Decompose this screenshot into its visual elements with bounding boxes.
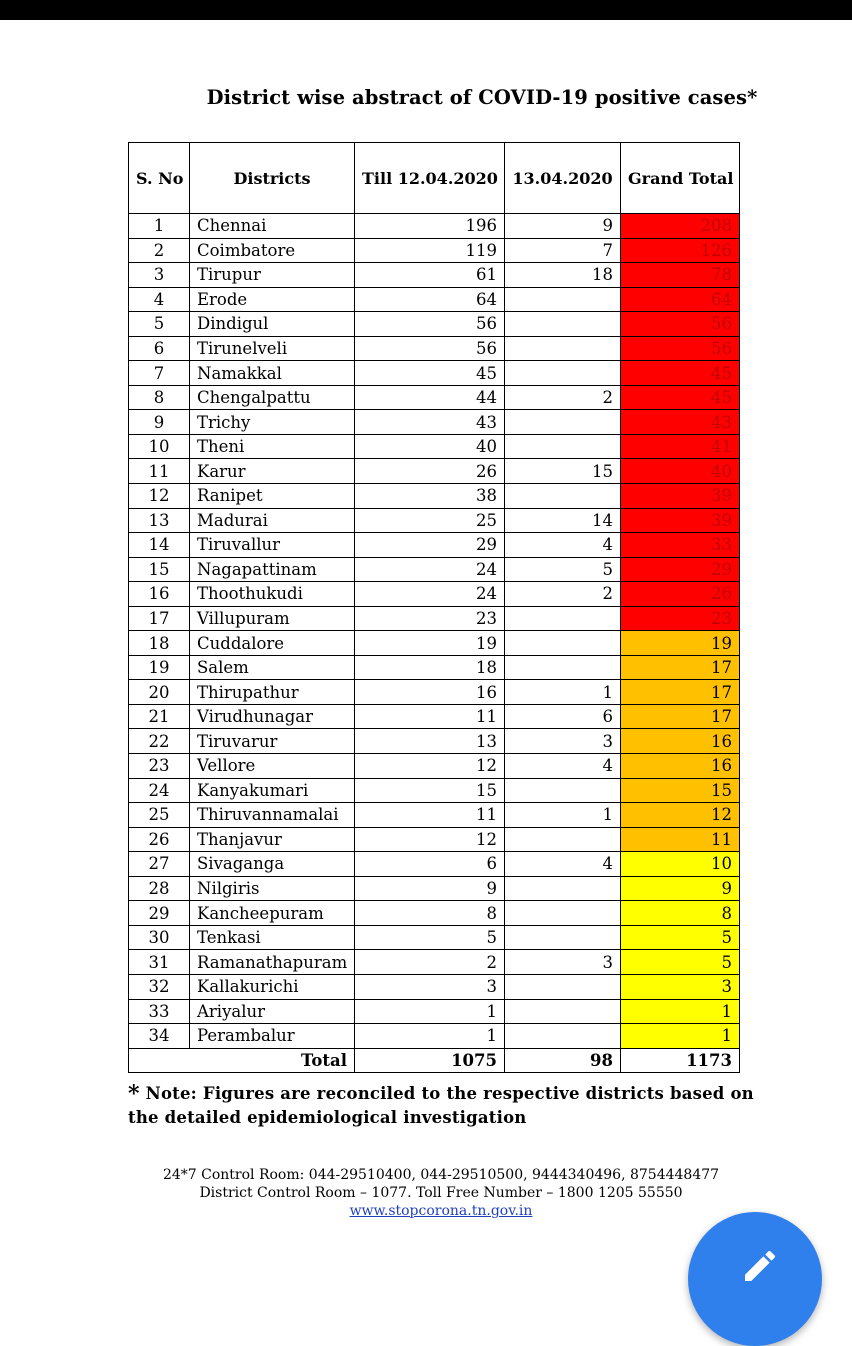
grand-total-cell: 10 [621, 852, 740, 877]
day-cell: 3 [505, 950, 621, 975]
grand-total-cell: 39 [621, 484, 740, 509]
table-row [129, 410, 740, 435]
header-sno: S. No [129, 143, 190, 214]
till-cell: 5 [355, 925, 505, 950]
day-cell: 2 [505, 582, 621, 607]
grand-total-cell: 12 [621, 803, 740, 828]
sno-cell: 1 [129, 214, 190, 239]
total-row [129, 1048, 740, 1072]
grand-total-cell: 17 [621, 704, 740, 729]
day-cell: 4 [505, 852, 621, 877]
district-cell: Tiruvallur [190, 533, 355, 558]
total-day: 98 [505, 1048, 621, 1072]
table-row [129, 1024, 740, 1049]
district-cell: Theni [190, 434, 355, 459]
day-cell [505, 778, 621, 803]
till-cell: 23 [355, 606, 505, 631]
district-cell: Tiruvarur [190, 729, 355, 754]
table-row [129, 729, 740, 754]
page-title: District wise abstract of COVID-19 positive cases* [206, 86, 758, 109]
district-cell: Salem [190, 655, 355, 680]
day-cell [505, 361, 621, 386]
sno-cell: 21 [129, 704, 190, 729]
till-cell: 61 [355, 263, 505, 288]
day-cell [505, 1024, 621, 1049]
district-cell: Cuddalore [190, 631, 355, 656]
district-cell: Erode [190, 287, 355, 312]
sno-cell: 32 [129, 974, 190, 999]
table-row [129, 263, 740, 288]
grand-total-cell: 29 [621, 557, 740, 582]
table-row [129, 508, 740, 533]
district-cell: Ariyalur [190, 999, 355, 1024]
till-cell: 24 [355, 582, 505, 607]
district-cell: Thoothukudi [190, 582, 355, 607]
day-cell [505, 876, 621, 901]
grand-total-cell: 17 [621, 680, 740, 705]
table-row [129, 312, 740, 337]
till-cell: 24 [355, 557, 505, 582]
table-row [129, 950, 740, 975]
grand-total-cell: 19 [621, 631, 740, 656]
district-cell: Karur [190, 459, 355, 484]
grand-total-cell: 45 [621, 361, 740, 386]
day-cell: 4 [505, 754, 621, 779]
day-cell: 5 [505, 557, 621, 582]
table-body [129, 214, 740, 1049]
day-cell [505, 287, 621, 312]
district-cell: Thanjavur [190, 827, 355, 852]
table-row [129, 925, 740, 950]
grand-total-cell: 39 [621, 508, 740, 533]
header-grand-total: Grand Total [621, 143, 740, 214]
day-cell [505, 606, 621, 631]
district-cell: Madurai [190, 508, 355, 533]
sno-cell: 10 [129, 434, 190, 459]
grand-total-cell: 40 [621, 459, 740, 484]
till-cell: 12 [355, 827, 505, 852]
till-cell: 11 [355, 803, 505, 828]
till-cell: 19 [355, 631, 505, 656]
sno-cell: 19 [129, 655, 190, 680]
grand-total-cell: 56 [621, 336, 740, 361]
till-cell: 11 [355, 704, 505, 729]
till-cell: 15 [355, 778, 505, 803]
sno-cell: 6 [129, 336, 190, 361]
grand-total-cell: 1 [621, 999, 740, 1024]
table-row [129, 704, 740, 729]
district-cell: Tenkasi [190, 925, 355, 950]
till-cell: 2 [355, 950, 505, 975]
till-cell: 56 [355, 336, 505, 361]
sno-cell: 16 [129, 582, 190, 607]
sno-cell: 31 [129, 950, 190, 975]
grand-total-cell: 5 [621, 950, 740, 975]
table-row [129, 582, 740, 607]
table-row [129, 557, 740, 582]
district-cell: Vellore [190, 754, 355, 779]
header-districts: Districts [190, 143, 355, 214]
till-cell: 44 [355, 385, 505, 410]
district-cell: Virudhunagar [190, 704, 355, 729]
district-cell: Kancheepuram [190, 901, 355, 926]
grand-total-cell: 43 [621, 410, 740, 435]
sno-cell: 27 [129, 852, 190, 877]
day-cell: 18 [505, 263, 621, 288]
till-cell: 38 [355, 484, 505, 509]
till-cell: 26 [355, 459, 505, 484]
sno-cell: 26 [129, 827, 190, 852]
sno-cell: 5 [129, 312, 190, 337]
day-cell [505, 999, 621, 1024]
edit-fab-button[interactable] [688, 1212, 822, 1346]
district-cell: Kanyakumari [190, 778, 355, 803]
grand-total-cell: 26 [621, 582, 740, 607]
table-row [129, 974, 740, 999]
grand-total-cell: 16 [621, 754, 740, 779]
day-cell: 6 [505, 704, 621, 729]
district-cell: Nagapattinam [190, 557, 355, 582]
sno-cell: 34 [129, 1024, 190, 1049]
grand-total-cell: 5 [621, 925, 740, 950]
day-cell [505, 974, 621, 999]
district-cell: Chengalpattu [190, 385, 355, 410]
till-cell: 9 [355, 876, 505, 901]
district-cell: Perambalur [190, 1024, 355, 1049]
status-bar [0, 0, 852, 20]
day-cell: 3 [505, 729, 621, 754]
day-cell: 14 [505, 508, 621, 533]
day-cell [505, 901, 621, 926]
district-cell: Sivaganga [190, 852, 355, 877]
district-cell: Trichy [190, 410, 355, 435]
day-cell [505, 336, 621, 361]
sno-cell: 30 [129, 925, 190, 950]
table-row [129, 901, 740, 926]
sno-cell: 33 [129, 999, 190, 1024]
table-row [129, 754, 740, 779]
sno-cell: 8 [129, 385, 190, 410]
grand-total-cell: 1 [621, 1024, 740, 1049]
day-cell: 1 [505, 680, 621, 705]
district-cell: Kallakurichi [190, 974, 355, 999]
till-cell: 16 [355, 680, 505, 705]
grand-total-cell: 126 [621, 238, 740, 263]
district-cell: Ranipet [190, 484, 355, 509]
day-cell [505, 484, 621, 509]
day-cell: 7 [505, 238, 621, 263]
table-row [129, 214, 740, 239]
sno-cell: 7 [129, 361, 190, 386]
district-cases-table [128, 142, 740, 1073]
day-cell: 9 [505, 214, 621, 239]
till-cell: 45 [355, 361, 505, 386]
till-cell: 56 [355, 312, 505, 337]
till-cell: 119 [355, 238, 505, 263]
table-row [129, 385, 740, 410]
sno-cell: 18 [129, 631, 190, 656]
sno-cell: 4 [129, 287, 190, 312]
day-cell [505, 827, 621, 852]
till-cell: 6 [355, 852, 505, 877]
grand-total-cell: 11 [621, 827, 740, 852]
till-cell: 18 [355, 655, 505, 680]
table-row [129, 361, 740, 386]
grand-total-cell: 16 [621, 729, 740, 754]
table-row [129, 336, 740, 361]
day-cell [505, 410, 621, 435]
day-cell: 4 [505, 533, 621, 558]
district-cell: Tirupur [190, 263, 355, 288]
till-cell: 8 [355, 901, 505, 926]
total-label: Total [129, 1048, 355, 1072]
table-row [129, 484, 740, 509]
grand-total-cell: 78 [621, 263, 740, 288]
table-row [129, 606, 740, 631]
sno-cell: 9 [129, 410, 190, 435]
grand-total-cell: 56 [621, 312, 740, 337]
till-cell: 40 [355, 434, 505, 459]
till-cell: 3 [355, 974, 505, 999]
district-cell: Nilgiris [190, 876, 355, 901]
sno-cell: 28 [129, 876, 190, 901]
sno-cell: 25 [129, 803, 190, 828]
grand-total-cell: 33 [621, 533, 740, 558]
table-row [129, 459, 740, 484]
contact-footer [0, 1166, 852, 1220]
grand-total-cell: 15 [621, 778, 740, 803]
grand-total-cell: 41 [621, 434, 740, 459]
control-room-line: 24*7 Control Room: 044-29510400, 044-29510500, 9444340496, 8754448477 [162, 1167, 720, 1183]
grand-total-cell: 17 [621, 655, 740, 680]
grand-total-cell: 23 [621, 606, 740, 631]
till-cell: 64 [355, 287, 505, 312]
till-cell: 25 [355, 508, 505, 533]
district-cell: Tirunelveli [190, 336, 355, 361]
day-cell [505, 434, 621, 459]
table-row [129, 238, 740, 263]
table-row [129, 680, 740, 705]
till-cell: 43 [355, 410, 505, 435]
sno-cell: 23 [129, 754, 190, 779]
till-cell: 12 [355, 754, 505, 779]
sno-cell: 22 [129, 729, 190, 754]
pencil-edit-icon [740, 1246, 780, 1286]
district-cell: Villupuram [190, 606, 355, 631]
district-cell: Dindigul [190, 312, 355, 337]
note-text: Note: Figures are reconciled to the respective districts based on the detailed epidemiological investigation [128, 1084, 754, 1127]
table-row [129, 778, 740, 803]
table-row [129, 434, 740, 459]
table-row [129, 999, 740, 1024]
table-row [129, 852, 740, 877]
day-cell [505, 631, 621, 656]
grand-total-cell: 208 [621, 214, 740, 239]
sno-cell: 13 [129, 508, 190, 533]
footnote [128, 1082, 768, 1129]
table-header-row [129, 143, 740, 214]
table-row [129, 631, 740, 656]
note-asterisk: * [128, 1081, 140, 1107]
till-cell: 196 [355, 214, 505, 239]
table-row [129, 827, 740, 852]
grand-total-cell: 45 [621, 385, 740, 410]
district-cell: Chennai [190, 214, 355, 239]
sno-cell: 17 [129, 606, 190, 631]
sno-cell: 24 [129, 778, 190, 803]
sno-cell: 20 [129, 680, 190, 705]
total-grand: 1173 [621, 1048, 740, 1072]
day-cell: 15 [505, 459, 621, 484]
district-cell: Ramanathapuram [190, 950, 355, 975]
day-cell [505, 312, 621, 337]
header-till-date: Till 12.04.2020 [355, 143, 505, 214]
table-row [129, 287, 740, 312]
table-row [129, 655, 740, 680]
sno-cell: 15 [129, 557, 190, 582]
sno-cell: 12 [129, 484, 190, 509]
table-row [129, 876, 740, 901]
sno-cell: 29 [129, 901, 190, 926]
sno-cell: 14 [129, 533, 190, 558]
grand-total-cell: 3 [621, 974, 740, 999]
day-cell [505, 925, 621, 950]
sno-cell: 2 [129, 238, 190, 263]
district-cell: Thiruvannamalai [190, 803, 355, 828]
till-cell: 1 [355, 1024, 505, 1049]
day-cell: 2 [505, 385, 621, 410]
till-cell: 13 [355, 729, 505, 754]
grand-total-cell: 9 [621, 876, 740, 901]
district-control-line: District Control Room – 1077. Toll Free Number – 1800 1205 55550 [199, 1185, 683, 1201]
district-cell: Namakkal [190, 361, 355, 386]
district-cell: Thirupathur [190, 680, 355, 705]
sno-cell: 3 [129, 263, 190, 288]
till-cell: 1 [355, 999, 505, 1024]
total-till: 1075 [355, 1048, 505, 1072]
district-cell: Coimbatore [190, 238, 355, 263]
day-cell: 1 [505, 803, 621, 828]
table-row [129, 533, 740, 558]
till-cell: 29 [355, 533, 505, 558]
day-cell [505, 655, 621, 680]
table-row [129, 803, 740, 828]
grand-total-cell: 8 [621, 901, 740, 926]
grand-total-cell: 64 [621, 287, 740, 312]
sno-cell: 11 [129, 459, 190, 484]
website-link[interactable]: www.stopcorona.tn.gov.in [349, 1203, 533, 1219]
header-day-date: 13.04.2020 [505, 143, 621, 214]
